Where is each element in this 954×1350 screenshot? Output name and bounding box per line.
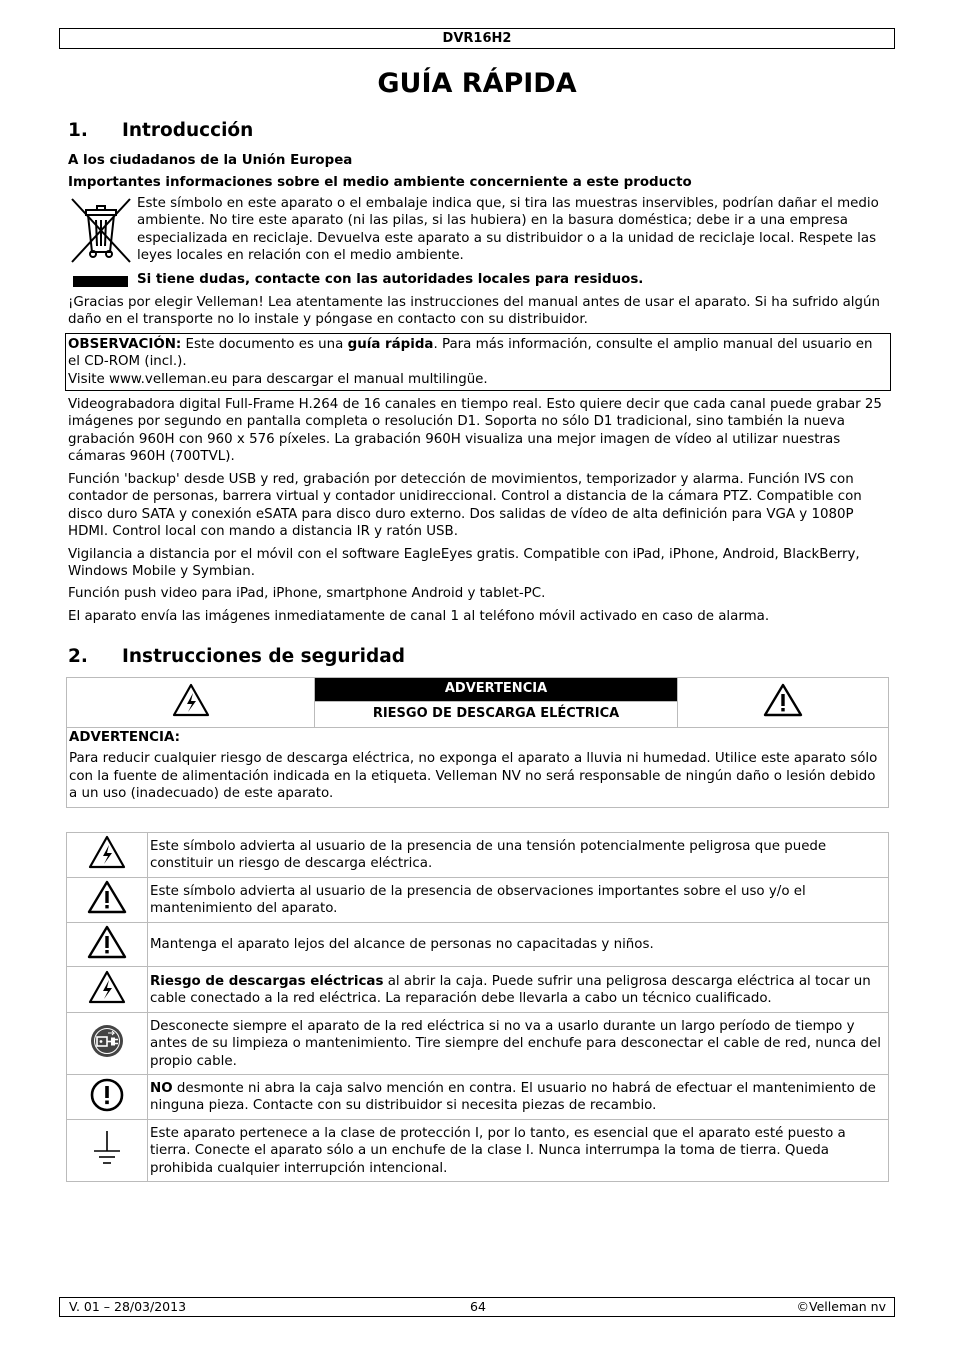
warning-table	[66, 677, 889, 808]
symbol-text: Este símbolo advierta al usuario de la presencia de observaciones importantes sobre el uso y/o el mantenimiento del aparato.	[148, 878, 889, 923]
weee-bar	[73, 276, 128, 287]
model-label: DVR16H2	[442, 31, 512, 46]
section-1-heading: 1. Introducción	[68, 120, 254, 141]
warning-text: Para reducir cualquier riesgo de descarga eléctrica, no exponga el aparato a lluvia ni humedad. Utilice este aparato sólo con la fuente de alimentación indicada en la etiqueta. Velleman NV no será responsable de ningún daño o lesión debido a un uso (inadecuado) de este aparato.	[69, 751, 878, 802]
eu-title: A los ciudadanos de la Unión Europea	[68, 153, 353, 168]
paragraph-4: Función push video para iPad, iPhone, smartphone Android y tablet-PC.	[68, 586, 546, 601]
lightning-warning-icon	[88, 835, 126, 869]
symbol-icon-cell	[67, 833, 148, 878]
paragraph-5: El aparato envía las imágenes inmediatamente de canal 1 al teléfono móvil activado en caso de alarma.	[68, 609, 770, 624]
symbol-text: Mantenga el aparato lejos del alcance de personas no capacitadas y niños.	[148, 923, 889, 967]
exclamation-circle-icon	[90, 1078, 124, 1112]
observation-line1: OBSERVACIÓN: Este documento es una guía rápida. Para más información, consulte el amplio manual del usuario en el CD-ROM (incl.).	[68, 337, 873, 370]
symbol-row	[67, 923, 889, 967]
footer-copyright: ©Velleman nv	[796, 1299, 886, 1314]
observation-box	[65, 333, 891, 391]
symbol-icon-cell	[67, 1075, 148, 1120]
symbol-text: Riesgo de descargas eléctricas al abrir la caja. Puede sufrir una peligrosa descarga eléctrica al tocar un cable conectado a la red eléctrica. La reparación debe llevarla a cabo un técnico cualificado.	[148, 967, 889, 1013]
symbol-icon-cell	[67, 923, 148, 967]
lightning-warning-icon	[88, 970, 126, 1004]
symbol-row	[67, 833, 889, 878]
warning-left-icon-cell	[67, 678, 315, 728]
contact-note: Si tiene dudas, contacte con las autoridades locales para residuos.	[137, 272, 644, 287]
symbol-text: Este símbolo advierta al usuario de la presencia de una tensión potencialmente peligrosa que puede constituir un riesgo de descarga eléctrica.	[148, 833, 889, 878]
weee-text: Este símbolo en este aparato o el embalaje indica que, si tira las muestras inservibles, podrían dañar el medio ambiente. No tire este aparato (ni las pilas, si las hubiera) en la basura doméstica; debe ir a una empresa especializada en reciclaje. Devuelva este aparato a su distribuidor o a la unidad de reciclaje local. Respete las leyes locales en relación con el medio ambiente.	[137, 196, 879, 264]
symbol-icon-cell	[67, 878, 148, 923]
warning-header: ADVERTENCIA	[315, 678, 678, 702]
symbol-row	[67, 878, 889, 923]
section-2-heading: 2. Instrucciones de seguridad	[68, 646, 405, 667]
footer	[59, 1297, 895, 1317]
exclamation-warning-icon	[763, 683, 803, 717]
weee-bin-icon	[69, 196, 133, 266]
symbol-text: NO desmonte ni abra la caja salvo mención en contra. El usuario no habrá de efectuar el mantenimiento de ninguna pieza. Contacte con su distribuidor si necesita piezas de recambio.	[148, 1075, 889, 1120]
symbol-row	[67, 967, 889, 1013]
exclamation-warning-icon	[87, 880, 127, 914]
env-title: Importantes informaciones sobre el medio ambiente concerniente a este producto	[68, 175, 692, 190]
warning-right-icon-cell	[678, 678, 889, 728]
symbol-text: Desconecte siempre el aparato de la red eléctrica si no va a usarlo durante un largo período de tiempo y antes de su limpieza o mantenimiento. Tire siempre del enchufe para desconectar el cable de red, nunca del propio cable.	[148, 1013, 889, 1075]
symbol-row	[67, 1120, 889, 1182]
lightning-warning-icon	[172, 683, 210, 717]
symbols-table	[66, 832, 889, 1182]
unplug-icon	[90, 1024, 124, 1058]
paragraph-2: Función 'backup' desde USB y red, grabación por detección de movimientos, temporizador y alarma. Función IVS con contador de personas, barrera virtual y contador unidireccional. Control a distancia de la cámara PTZ. Compatible con disco duro SATA y conexión eSATA para disco duro externo. Dos salidas de vídeo de alta definición para VGA y 1080P HDMI. Control local con mando a distancia IR y ratón USB.	[68, 472, 862, 540]
warning-subheader: RIESGO DE DESCARGA ELÉCTRICA	[315, 702, 678, 728]
ground-icon	[91, 1129, 123, 1167]
symbol-icon-cell	[67, 1120, 148, 1182]
symbol-icon-cell	[67, 1013, 148, 1075]
symbol-text: Este aparato pertenece a la clase de protección I, por lo tanto, es esencial que el aparato esté puesto a tierra. Conecte el aparato sólo a un enchufe de la clase I. Nunca interrumpa la toma de tierra. Queda prohibida cualquier interrupción intencional.	[148, 1120, 889, 1182]
warning-body	[67, 728, 889, 808]
header-box	[59, 28, 895, 49]
symbol-row	[67, 1075, 889, 1120]
observation-line2: Visite www.velleman.eu para descargar el manual multilingüe.	[68, 371, 488, 387]
symbol-icon-cell	[67, 967, 148, 1013]
exclamation-warning-icon	[87, 925, 127, 959]
page-title: GUÍA RÁPIDA	[377, 68, 577, 99]
footer-version: V. 01 – 28/03/2013	[69, 1299, 187, 1314]
thanks-paragraph: ¡Gracias por elegir Velleman! Lea atentamente las instrucciones del manual antes de usar el aparato. Si ha sufrido algún daño en el transporte no lo instale y póngase en contacto con su distribuidor.	[68, 295, 880, 328]
symbol-row	[67, 1013, 889, 1075]
page-number: 64	[470, 1299, 486, 1314]
paragraph-3: Vigilancia a distancia por el móvil con el software EagleEyes gratis. Compatible con iPad, iPhone, Android, BlackBerry, Windows Mobile y Symbian.	[68, 547, 860, 580]
paragraph-1: Videograbadora digital Full-Frame H.264 de 16 canales en tiempo real. Esto quiere decir que cada canal puede grabar 25 imágenes por segundo en pantalla completa o resolución D1. Soporta no sólo D1 tradicional, sino también la nueva grabación 960H con 960 x 576 píxeles. La grabación 960H visualiza una mejor imagen de vídeo al utilizar nuestras cámaras 960H (700TVL).	[68, 397, 882, 465]
warning-label: ADVERTENCIA:	[69, 730, 180, 745]
